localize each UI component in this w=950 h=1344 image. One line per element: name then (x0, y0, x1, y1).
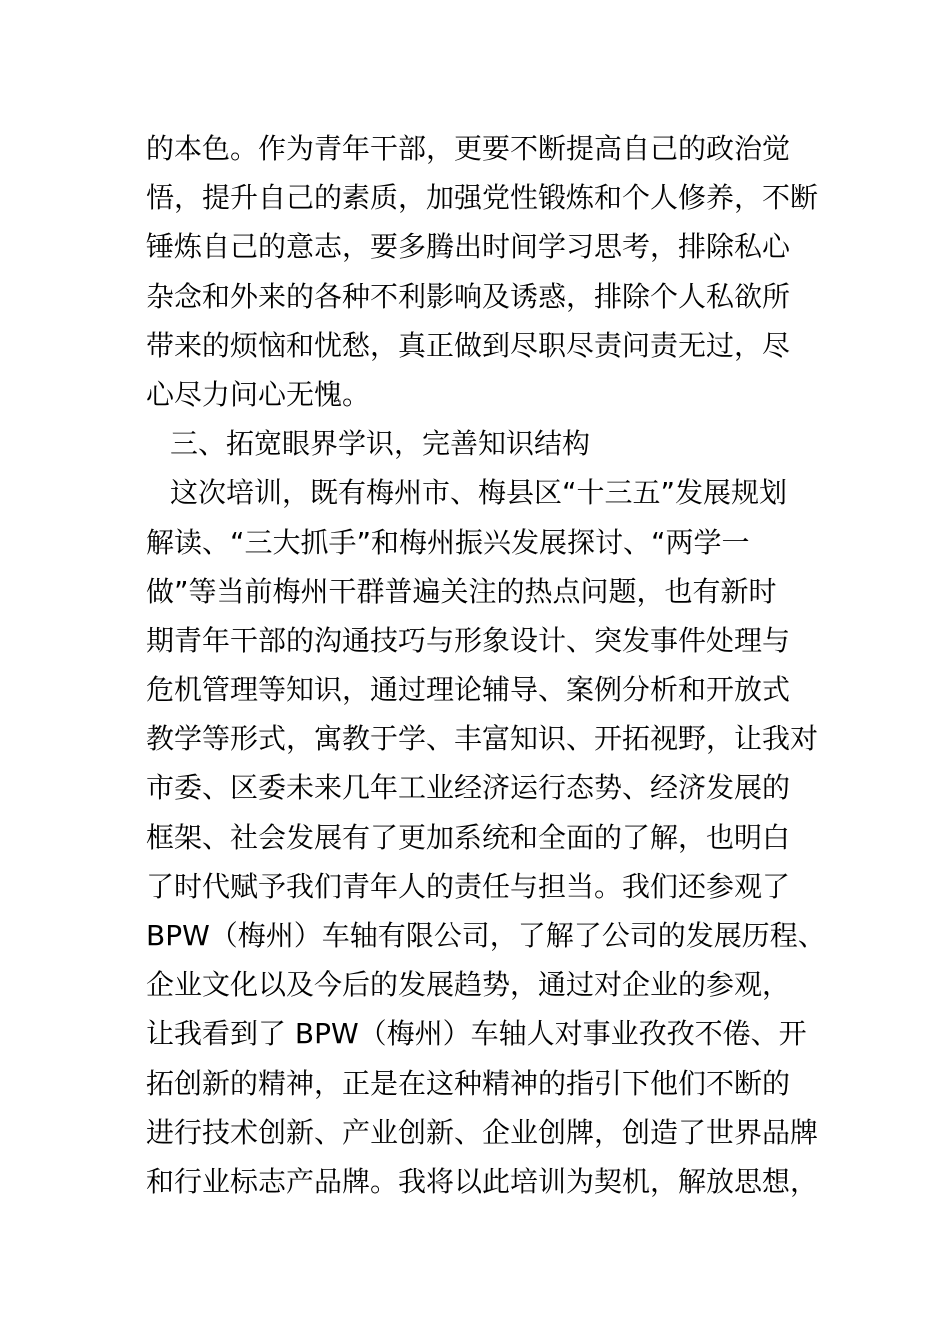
text-line-4: 杂念和外来的各种不利影响及诱惑，排除个人私欲所 (146, 279, 791, 313)
text-line-20: 拓创新的精神，正是在这种精神的指引下他们不断的 (146, 1066, 791, 1100)
text-line-11: 期青年干部的沟通技巧与形象设计、突发事件处理与 (146, 623, 791, 657)
text-line-13: 教学等形式，寓教于学、丰富知识、开拓视野，让我对 (146, 722, 819, 756)
text-line-2: 悟，提升自己的素质，加强党性锻炼和个人修养，不断 (146, 181, 819, 215)
text-line-18: 企业文化以及今后的发展趋势，通过对企业的参观， (146, 968, 791, 1002)
text-line-14: 市委、区委未来几年工业经济运行态势、经济发展的 (146, 771, 791, 805)
text-line-1: 的本色。作为青年干部，更要不断提高自己的政治觉 (146, 132, 791, 165)
text-line-17: BPW（梅州）车轴有限公司，了解了公司的发展历程、 (146, 919, 826, 952)
text-line-16: 了时代赋予我们青年人的责任与担当。我们还参观了 (146, 869, 791, 903)
text-line-19: 让我看到了 BPW（梅州）车轴人对事业孜孜不倦、开 (146, 1017, 807, 1051)
text-line-5: 带来的烦恼和忧愁，真正做到尽职尽责问责无过，尽 (146, 328, 791, 362)
text-line-22: 和行业标志产品牌。我将以此培训为契机，解放思想， (146, 1164, 819, 1198)
text-line-9: 解读、“三大抓手”和梅州振兴发展探讨、“两学一 (146, 525, 750, 559)
body-text (146, 124, 826, 1206)
section-heading: 三、拓宽眼界学识，完善知识结构 (170, 427, 591, 461)
text-line-10: 做”等当前梅州干群普遍关注的热点问题，也有新时 (146, 574, 777, 608)
text-line-15: 框架、社会发展有了更加系统和全面的了解，也明白 (146, 820, 791, 854)
text-line-21: 进行技术创新、产业创新、企业创牌，创造了世界品牌 (146, 1115, 819, 1149)
text-line-3: 锤炼自己的意志，要多腾出时间学习思考，排除私心 (146, 230, 791, 264)
paragraph-start-line: 这次培训，既有梅州市、梅县区“十三五”发展规划 (170, 476, 788, 510)
text-line-6: 心尽力问心无愧。 (146, 377, 371, 411)
text-line-12: 危机管理等知识，通过理论辅导、案例分析和开放式 (146, 673, 791, 707)
